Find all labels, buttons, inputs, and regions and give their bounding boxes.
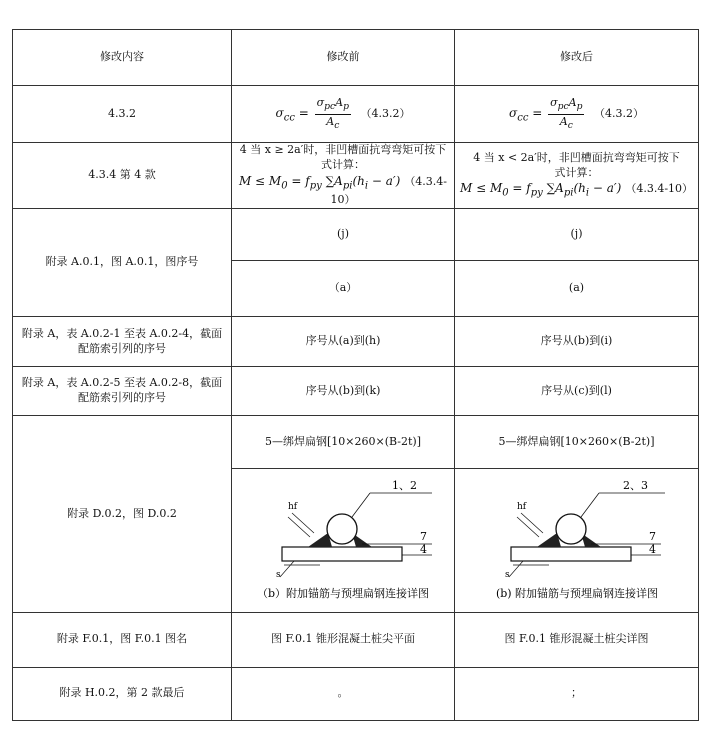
figure-caption: (b) 附加锚筋与预埋扁钢连接详图 — [495, 587, 659, 600]
table-row — [13, 667, 699, 720]
table-row — [13, 317, 699, 367]
table-row — [13, 143, 699, 209]
figure-caption: （b）附加锚筋与预埋扁钢连接详图 — [256, 587, 430, 600]
item-label: 4.3.4 第 4 款 — [13, 143, 232, 209]
sequence-before: 序号从(a)到(h) — [232, 317, 455, 367]
formula-after: $\sigma_{cc}$ = $\frac{\sigma_{pc}A_p}{A_c}$ （4.3.2） — [455, 86, 699, 143]
figure-number-after: (j) — [455, 209, 699, 261]
anchor-bar-section — [327, 514, 357, 544]
callout-4: 4 — [420, 543, 427, 556]
weld-height-label: hf — [517, 502, 527, 512]
callout-7: 7 — [420, 530, 427, 543]
callout-label: 2、3 — [623, 479, 648, 492]
figure-title-before: 图 F.0.1 锥形混凝土桩尖平面 — [232, 612, 455, 667]
legend-after: 5—绑焊扁钢[10×260×(B-2t)] — [455, 416, 699, 469]
weld-detail-drawing — [455, 469, 699, 607]
clause-text: 式计算： — [321, 158, 365, 172]
item-label: 附录 H.0.2，第 2 款最后 — [13, 667, 232, 720]
flat-steel-plate — [511, 547, 631, 561]
header-before: 修改前 — [232, 30, 455, 86]
item-label: 附录 A.0.1，图 A.0.1，图序号 — [13, 209, 232, 317]
figure-number-before: (j) — [232, 209, 455, 261]
anchor-bar-section — [556, 514, 586, 544]
callout-4: 4 — [649, 543, 656, 556]
weld-length-label: s — [276, 570, 281, 580]
item-label: 4.3.2 — [13, 86, 232, 143]
equation-number: （4.3.2） — [593, 107, 644, 120]
formula-before: $\sigma_{cc}$ = $\frac{\sigma_{pc}A_p}{A_c}$ （4.3.2） — [232, 86, 455, 143]
item-label: 附录 D.0.2，图 D.0.2 — [13, 416, 232, 613]
weld-detail-drawing — [232, 469, 455, 607]
clause-text: 式计算： — [554, 165, 599, 179]
item-label: 附录 F.0.1，图 F.0.1 图名 — [13, 612, 232, 667]
figure-number-after: (a) — [455, 261, 699, 317]
clause-before: 4 当 x ≥ 2a′时，非凹槽面抗弯弯矩可按下 式计算： $M \le M_0 = f_{py}$ $\sum A_{pi}(h_i - a')$ （4.3.4-10） — [232, 143, 455, 209]
weld-length-label: s — [505, 570, 510, 580]
item-label: 附录 A，表 A.0.2-1 至表 A.0.2-4，截面配筋索引列的序号 — [13, 317, 232, 367]
punctuation-after: ； — [455, 667, 699, 720]
table-row — [13, 367, 699, 416]
clause-after: 4 当 x < 2a′时，非凹槽面抗弯弯矩可按下 式计算： $M \le M_0 = f_{py}$ $\sum A_{pi}(h_i - a')$ （4.3.4-10） — [455, 143, 699, 209]
item-label: 附录 A，表 A.0.2-5 至表 A.0.2-8，截面配筋索引列的序号 — [13, 367, 232, 416]
table-row — [13, 612, 699, 667]
legend-before: 5—绑焊扁钢[10×260×(B-2t)] — [232, 416, 455, 469]
equation-number: （4.3.2） — [360, 107, 411, 120]
weld-height-label: hf — [288, 502, 298, 512]
clause-text: 4 当 x < 2a′时，非凹槽面抗弯弯矩可按下 — [473, 150, 680, 164]
punctuation-before: 。 — [232, 667, 455, 720]
sequence-after: 序号从(b)到(i) — [455, 317, 699, 367]
detail-figure-before — [232, 469, 455, 613]
revision-table — [12, 29, 699, 721]
sequence-after: 序号从(c)到(l) — [455, 367, 699, 416]
equation-number: （4.3.4-10） — [330, 174, 448, 206]
header-content: 修改内容 — [13, 30, 232, 86]
header-row — [13, 30, 699, 86]
callout-label: 1、2 — [392, 479, 417, 492]
header-after: 修改后 — [455, 30, 699, 86]
table-row — [13, 416, 699, 469]
table-row — [13, 86, 699, 143]
figure-number-before: （a） — [232, 261, 455, 317]
equation-number: （4.3.4-10） — [625, 182, 694, 196]
figure-title-after: 图 F.0.1 锥形混凝土桩尖详图 — [455, 612, 699, 667]
detail-figure-after — [455, 469, 699, 613]
callout-7: 7 — [649, 530, 656, 543]
table-row — [13, 209, 699, 261]
flat-steel-plate — [282, 547, 402, 561]
clause-text: 4 当 x ≥ 2a′时，非凹槽面抗弯弯矩可按下 — [239, 143, 447, 157]
sequence-before: 序号从(b)到(k) — [232, 367, 455, 416]
